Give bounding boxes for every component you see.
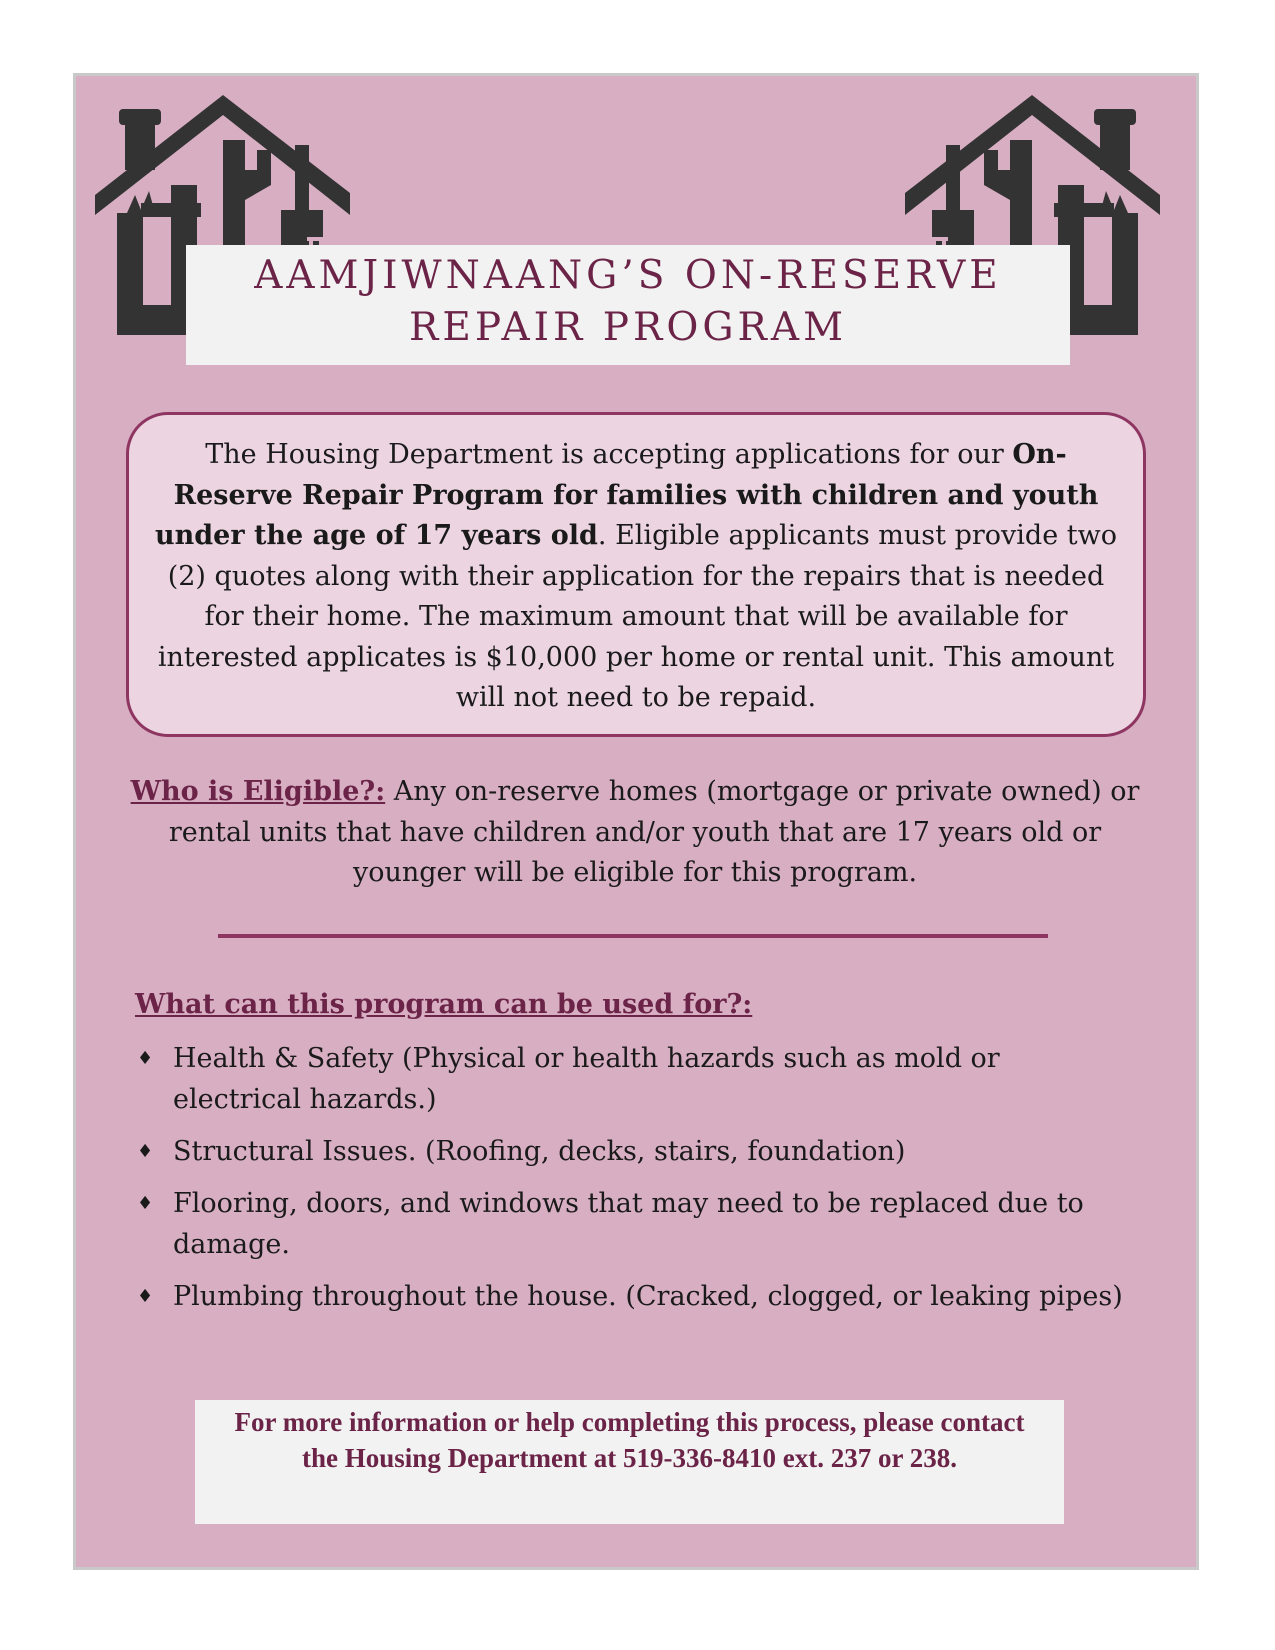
eligibility-paragraph <box>130 772 1140 894</box>
contact-box <box>195 1400 1064 1524</box>
list-item <box>135 1183 1135 1265</box>
title-line-1: AAMJIWNAANG’S ON-RESERVE <box>254 253 1002 298</box>
list-item <box>135 1131 1135 1172</box>
diamond-bullet-icon: ♦ <box>137 1286 154 1307</box>
title-banner <box>186 245 1070 365</box>
eligibility-text: Any on-reserve homes (mortgage or private owned) or rental units that have children and/or youth that are 17 years old or younger will be eligible for this program. <box>168 776 1140 888</box>
contact-line-1: For more information or help completing this process, please contact <box>234 1407 1025 1437</box>
intro-text: The Housing Department is accepting applications for our <box>205 439 1004 470</box>
contact-line-2: the Housing Department at 519-336-8410 ext. 237 or 238. <box>302 1443 957 1473</box>
diamond-bullet-icon: ♦ <box>137 1193 154 1214</box>
diamond-bullet-icon: ♦ <box>137 1141 154 1162</box>
list-item-text: Structural Issues. (Roofing, decks, stairs, foundation) <box>173 1136 906 1167</box>
list-item <box>135 1038 1135 1120</box>
diamond-bullet-icon: ♦ <box>137 1048 154 1069</box>
intro-bold-text: On-Reserve Repair Program for families with children and youth under the age of 17 years old <box>155 439 1099 551</box>
eligibility-label: Who is Eligible?: <box>130 776 386 807</box>
intro-text-continued: . Eligible applicants must provide two (2) quotes along with their application for the repairs that is needed for their home. The maximum amount that will be available for interested applicates is $10,000 per home or rental unit. This amount will not need to be repaid. <box>157 520 1117 713</box>
title-line-2: REPAIR PROGRAM <box>408 305 848 350</box>
list-item-text: Flooring, doors, and windows that may need to be replaced due to damage. <box>173 1188 1084 1260</box>
section-divider <box>218 934 1048 938</box>
list-item <box>135 1276 1135 1317</box>
list-item-text: Health & Safety (Physical or health hazards such as mold or electrical hazards.) <box>173 1043 1000 1115</box>
uses-heading: What can this program can be used for?: <box>135 989 753 1020</box>
uses-list <box>135 1038 1135 1328</box>
list-item-text: Plumbing throughout the house. (Cracked, clogged, or leaking pipes) <box>173 1281 1123 1312</box>
intro-box <box>126 412 1146 737</box>
